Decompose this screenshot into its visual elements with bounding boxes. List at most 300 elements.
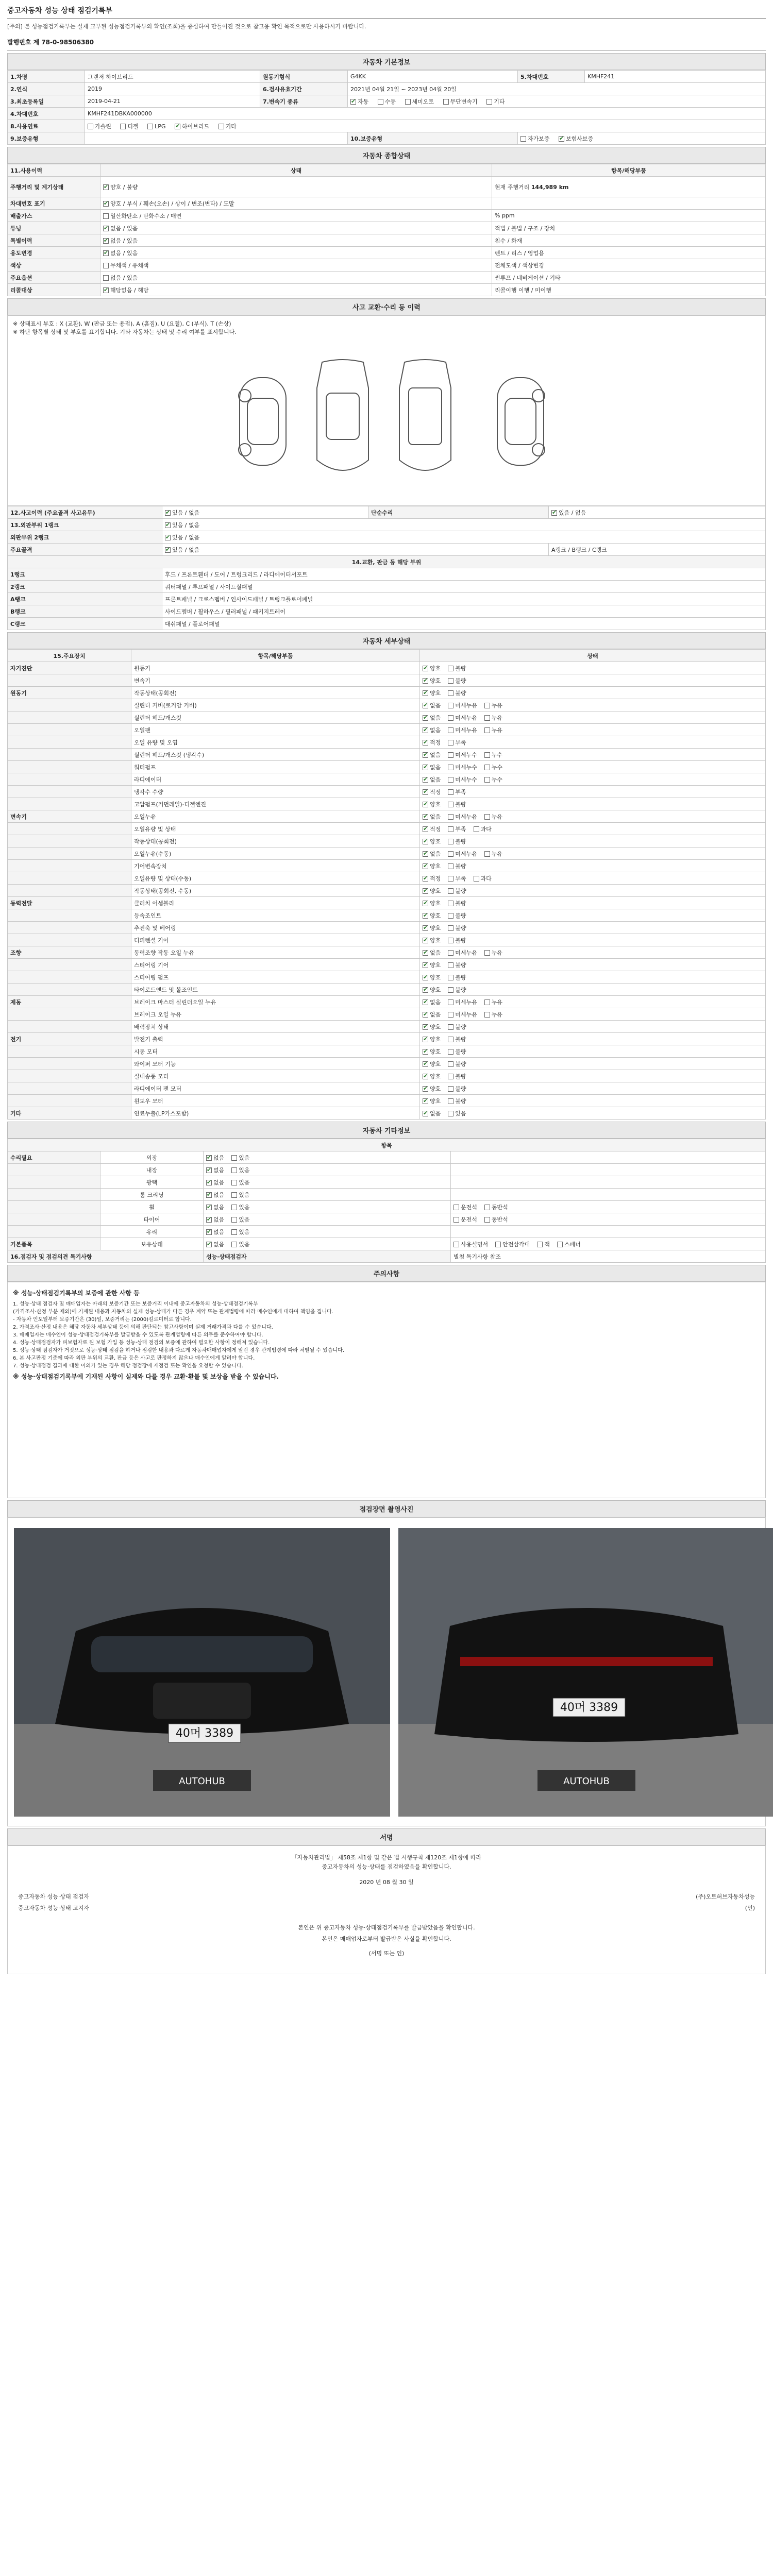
caution-title: ※ 성능·상태점검기록부의 보증에 관한 사항 등 <box>13 1290 140 1297</box>
checkbox-icon[interactable] <box>231 1217 237 1223</box>
checkbox-checked-icon[interactable] <box>423 1086 428 1092</box>
checkbox-checked-icon[interactable] <box>423 740 428 745</box>
detail-group <box>8 848 131 860</box>
detail-row <box>8 711 766 724</box>
checkbox-checked-icon[interactable] <box>423 789 428 795</box>
detail-item: 타이로드엔드 및 볼조인트 <box>131 984 420 996</box>
detail-row <box>8 946 766 959</box>
overall-key: 차대번호 표기 <box>8 197 100 210</box>
rank-parts: 대쉬패널 / 플로어패널 <box>162 618 766 630</box>
checkbox-checked-icon[interactable] <box>423 839 428 844</box>
section-overall: 자동차 종합상태 <box>7 147 766 164</box>
checkbox-checked-icon[interactable] <box>423 999 428 1005</box>
sign-line: 중고자동차의 성능·상태를 점검하였음을 확인합니다. <box>322 1863 451 1870</box>
checkbox-icon[interactable] <box>231 1229 237 1235</box>
overall-extra: 렌트 / 리스 / 영업용 <box>492 247 766 259</box>
option-label: 양호 <box>430 1023 441 1030</box>
option-label: 없음 <box>430 714 441 721</box>
checkbox-icon[interactable] <box>448 851 453 857</box>
checkbox-checked-icon[interactable] <box>551 510 557 516</box>
detail-state <box>420 946 766 959</box>
checkbox-icon[interactable] <box>484 715 490 721</box>
checkbox-icon[interactable] <box>231 1242 237 1247</box>
checkbox-icon[interactable] <box>448 925 453 931</box>
option-label: 양호 <box>430 1060 441 1067</box>
checkbox-icon[interactable] <box>448 839 453 844</box>
option-label: 세미오토 <box>412 98 434 105</box>
checkbox-icon[interactable] <box>448 1037 453 1042</box>
option-label: 누유 <box>491 813 503 820</box>
checkbox-checked-icon[interactable] <box>103 287 109 293</box>
checkbox-icon[interactable] <box>484 777 490 783</box>
detail-item: 변속기 <box>131 674 420 687</box>
other-item: 휠 <box>100 1201 204 1213</box>
legend-line: ※ 하단 항목별 상태 및 부호를 표기합니다. 기타 자동차는 상태 및 수리 여부를 표시합니다. <box>13 329 237 335</box>
option-label: 누유 <box>491 726 503 734</box>
option-label: 불량 <box>455 887 466 894</box>
checkbox-checked-icon[interactable] <box>423 962 428 968</box>
checkbox-checked-icon[interactable] <box>423 727 428 733</box>
checkbox-checked-icon[interactable] <box>423 950 428 956</box>
other-extra <box>451 1201 766 1213</box>
extra-label: % <box>495 212 500 219</box>
checkbox-checked-icon[interactable] <box>423 1074 428 1079</box>
checkbox-icon[interactable] <box>448 802 453 807</box>
checkbox-checked-icon[interactable] <box>423 703 428 708</box>
checkbox-icon[interactable] <box>448 962 453 968</box>
detail-row <box>8 736 766 749</box>
detail-state <box>420 699 766 711</box>
rank-key: B랭크 <box>8 605 162 618</box>
checkbox-icon[interactable] <box>484 703 490 708</box>
checkbox-icon[interactable] <box>443 99 449 105</box>
checkbox-icon[interactable] <box>448 913 453 919</box>
checkbox-icon[interactable] <box>103 275 109 281</box>
option-label: 불량 <box>455 974 466 981</box>
other-group <box>8 1164 100 1176</box>
option-label: 있음 <box>239 1154 250 1161</box>
checkbox-icon[interactable] <box>378 99 383 105</box>
checkbox-icon[interactable] <box>474 876 479 882</box>
detail-group <box>8 959 131 971</box>
checkbox-checked-icon[interactable] <box>423 987 428 993</box>
diagram-legend <box>13 320 237 336</box>
checkbox-icon[interactable] <box>120 124 126 129</box>
checkbox-icon[interactable] <box>448 950 453 956</box>
checkbox-checked-icon[interactable] <box>559 136 564 142</box>
detail-state <box>420 662 766 674</box>
rank-key: 1랭크 <box>8 568 162 581</box>
checkbox-icon[interactable] <box>448 765 453 770</box>
checkbox-icon[interactable] <box>474 826 479 832</box>
option-label: 양호 <box>430 986 441 993</box>
document-number <box>7 33 766 51</box>
damage-state <box>162 544 549 556</box>
option-label: 디젤 <box>127 123 139 130</box>
option-label: 미세누수 <box>455 764 477 771</box>
option-label: 불량 <box>455 1023 466 1030</box>
overall-extra: 썬루프 / 네비게이션 / 기타 <box>492 272 766 284</box>
option-label: 양호 <box>430 1085 441 1092</box>
option-label: 불량 <box>455 862 466 870</box>
checkbox-checked-icon[interactable] <box>423 1061 428 1067</box>
checkbox-checked-icon[interactable] <box>350 99 356 105</box>
detail-group <box>8 922 131 934</box>
checkbox-icon[interactable] <box>448 987 453 993</box>
checkbox-checked-icon[interactable] <box>423 863 428 869</box>
checkbox-checked-icon[interactable] <box>206 1217 212 1223</box>
checkbox-checked-icon[interactable] <box>423 1049 428 1055</box>
checkbox-icon[interactable] <box>448 888 453 894</box>
detail-state <box>420 773 766 786</box>
basic-key: 3.최초등록일 <box>8 95 85 108</box>
detail-group <box>8 1095 131 1107</box>
option-label: 미세누유 <box>455 949 477 956</box>
detail-state <box>420 1107 766 1120</box>
basic-key: 7.변속기 종류 <box>260 95 348 108</box>
section-photo: 점검장면 촬영사진 <box>7 1500 766 1517</box>
option-label: 부족 <box>455 739 466 746</box>
other-item: 보유상태 <box>100 1238 204 1250</box>
option-label: 없음 <box>213 1191 225 1198</box>
option-label: 하이브리드 <box>181 123 210 130</box>
option-label: 미세누유 <box>455 850 477 857</box>
detail-group: 변속기 <box>8 810 131 823</box>
checkbox-icon[interactable] <box>448 1086 453 1092</box>
checkbox-checked-icon[interactable] <box>423 752 428 758</box>
checkbox-checked-icon[interactable] <box>423 901 428 906</box>
checkbox-icon[interactable] <box>103 213 109 219</box>
other-extra <box>451 1189 766 1201</box>
state-text: 없음 / 있음 <box>110 249 138 257</box>
section-damage: 사고 교환·수리 등 이력 <box>7 298 766 315</box>
inspector-title: 중고자동차 성능·상태 점검자 <box>18 1893 90 1900</box>
checkbox-icon[interactable] <box>453 1205 459 1210</box>
detail-item: 실린더 커버(로커암 커버) <box>131 699 420 711</box>
checkbox-icon[interactable] <box>448 777 453 783</box>
checkbox-icon[interactable] <box>484 765 490 770</box>
detail-state <box>420 1095 766 1107</box>
checkbox-checked-icon[interactable] <box>165 522 171 528</box>
checkbox-icon[interactable] <box>484 814 490 820</box>
option-label: 없음 <box>430 764 441 771</box>
checkbox-checked-icon[interactable] <box>423 851 428 857</box>
checkbox-icon[interactable] <box>486 99 492 105</box>
checkbox-icon[interactable] <box>231 1180 237 1185</box>
checkbox-checked-icon[interactable] <box>206 1192 212 1198</box>
checkbox-icon[interactable] <box>484 999 490 1005</box>
option-label: 동반석 <box>491 1204 508 1211</box>
detail-state <box>420 1021 766 1033</box>
checkbox-checked-icon[interactable] <box>165 547 171 553</box>
checkbox-icon[interactable] <box>231 1205 237 1210</box>
option-label: 없음 <box>430 776 441 783</box>
checkbox-icon[interactable] <box>495 1242 501 1247</box>
checkbox-checked-icon[interactable] <box>175 124 180 129</box>
detail-state <box>420 798 766 810</box>
detail-row <box>8 810 766 823</box>
checkbox-icon[interactable] <box>453 1217 459 1223</box>
checkbox-checked-icon[interactable] <box>206 1229 212 1235</box>
dealer-title: 중고자동차 성능·상태 고지자 <box>18 1905 90 1911</box>
checkbox-icon[interactable] <box>448 1012 453 1018</box>
detail-row <box>8 1045 766 1058</box>
option-label: 불량 <box>455 677 466 684</box>
extra-label: 현재 주행거리 <box>495 183 530 191</box>
checkbox-checked-icon[interactable] <box>423 975 428 980</box>
checkbox-checked-icon[interactable] <box>423 690 428 696</box>
checkbox-icon[interactable] <box>484 1012 490 1018</box>
checkbox-checked-icon[interactable] <box>103 201 109 207</box>
other-state <box>204 1238 451 1250</box>
detail-item: 스티어링 기어 <box>131 959 420 971</box>
damage-state <box>162 506 368 519</box>
checkbox-checked-icon[interactable] <box>423 765 428 770</box>
checkbox-checked-icon[interactable] <box>423 1024 428 1030</box>
checkbox-icon[interactable] <box>484 851 490 857</box>
detail-item: 작동상태(공회전) <box>131 835 420 848</box>
checkbox-icon[interactable] <box>484 1217 490 1223</box>
option-label: 미세누유 <box>455 702 477 709</box>
overall-header: 11.사용이력 <box>8 164 100 177</box>
checkbox-icon[interactable] <box>537 1242 543 1247</box>
checkbox-checked-icon[interactable] <box>103 250 109 256</box>
detail-group <box>8 1045 131 1058</box>
detail-row <box>8 860 766 872</box>
overall-extra: 적법 / 불법 / 구조 / 장치 <box>492 222 766 234</box>
checkbox-checked-icon[interactable] <box>423 1098 428 1104</box>
damage-state <box>549 506 766 519</box>
checkbox-icon[interactable] <box>231 1192 237 1198</box>
option-label: 불량 <box>455 1085 466 1092</box>
option-label: 불량 <box>455 1048 466 1055</box>
detail-state <box>420 761 766 773</box>
overall-key: 색상 <box>8 259 100 272</box>
overall-table <box>7 164 766 296</box>
detail-row <box>8 1058 766 1070</box>
detail-item: 원동기 <box>131 662 420 674</box>
detail-item: 발전기 출력 <box>131 1033 420 1045</box>
option-label: 사용설명서 <box>461 1241 489 1248</box>
option-label: 과다 <box>480 825 492 833</box>
checkbox-checked-icon[interactable] <box>423 715 428 721</box>
caution-line: 5. 성능·상태 점검자가 거짓으로 성능·상태 점검을 하거나 점검한 내용과 다르게 자동차매매업자에게 알린 경우 관계법령에 따라 처벌될 수 있습니다. <box>13 1348 345 1353</box>
checkbox-checked-icon[interactable] <box>165 535 171 540</box>
checkbox-icon[interactable] <box>448 727 453 733</box>
detail-state <box>420 984 766 996</box>
checkbox-icon[interactable] <box>448 901 453 906</box>
option-label: 양호 <box>430 689 441 697</box>
detail-row <box>8 773 766 786</box>
detail-group <box>8 1070 131 1082</box>
other-header: 항목 <box>8 1139 766 1151</box>
checkbox-icon[interactable] <box>484 950 490 956</box>
checkbox-checked-icon[interactable] <box>423 938 428 943</box>
checkbox-icon[interactable] <box>448 938 453 943</box>
checkbox-checked-icon[interactable] <box>423 777 428 783</box>
checkbox-checked-icon[interactable] <box>103 226 109 231</box>
detail-row <box>8 971 766 984</box>
mileage-value: 144,989 km <box>531 183 569 191</box>
detail-row <box>8 1070 766 1082</box>
checkbox-icon[interactable] <box>103 263 109 268</box>
option-label: 불량 <box>455 1036 466 1043</box>
detail-row <box>8 761 766 773</box>
checkbox-checked-icon[interactable] <box>423 814 428 820</box>
section-other: 자동차 기타정보 <box>7 1122 766 1139</box>
option-label: 없음 <box>430 702 441 709</box>
dealer-seal: (인) <box>745 1905 755 1911</box>
other-item: 내장 <box>100 1164 204 1176</box>
other-row <box>8 1238 766 1250</box>
checkbox-icon[interactable] <box>557 1242 563 1247</box>
other-extra <box>451 1164 766 1176</box>
checkbox-checked-icon[interactable] <box>423 1111 428 1116</box>
extra-label: 리콜이행 <box>495 286 517 294</box>
receiver-sign: (서명 또는 인) <box>368 1950 405 1957</box>
checkbox-icon[interactable] <box>520 136 526 142</box>
option-label: 있음 <box>455 1110 466 1117</box>
checkbox-icon[interactable] <box>484 1205 490 1210</box>
checkbox-icon[interactable] <box>484 752 490 758</box>
detail-group <box>8 724 131 736</box>
checkbox-checked-icon[interactable] <box>423 925 428 931</box>
checkbox-checked-icon[interactable] <box>103 238 109 244</box>
checkbox-icon[interactable] <box>448 752 453 758</box>
checkbox-checked-icon[interactable] <box>165 510 171 516</box>
detail-row <box>8 1021 766 1033</box>
overall-state <box>100 197 492 210</box>
option-label: 없음 <box>430 998 441 1006</box>
checkbox-icon[interactable] <box>448 690 453 696</box>
inspector-name: (주)오토허브자동차성능 <box>696 1893 755 1900</box>
overall-state <box>100 222 492 234</box>
detail-header: 항목/해당부품 <box>131 650 420 662</box>
checkbox-checked-icon[interactable] <box>423 876 428 882</box>
checkbox-checked-icon[interactable] <box>206 1205 212 1210</box>
checkbox-checked-icon[interactable] <box>206 1167 212 1173</box>
checkbox-checked-icon[interactable] <box>206 1180 212 1185</box>
checkbox-icon[interactable] <box>448 1061 453 1067</box>
overall-state <box>100 234 492 247</box>
checkbox-checked-icon[interactable] <box>423 802 428 807</box>
detail-item: 브레이크 마스터 실린더오일 누유 <box>131 996 420 1008</box>
other-extra <box>451 1226 766 1238</box>
checkbox-icon[interactable] <box>219 124 224 129</box>
checkbox-icon[interactable] <box>448 975 453 980</box>
sign-line: 「자동차관리법」 제58조 제1항 및 같은 법 시행규칙 제120조 제1항에 따라 <box>291 1854 482 1861</box>
detail-state <box>420 1082 766 1095</box>
detail-item: 스티어링 펌프 <box>131 971 420 984</box>
checkbox-checked-icon[interactable] <box>423 678 428 684</box>
checkbox-icon[interactable] <box>448 999 453 1005</box>
checkbox-icon[interactable] <box>484 727 490 733</box>
rank-parts: 후드 / 프론트휀더 / 도어 / 트렁크리드 / 라디에이터서포트 <box>162 568 766 581</box>
option-label: 기타 <box>225 123 237 130</box>
detail-item: 작동상태(공회전) <box>131 687 420 699</box>
section-sign: 서명 <box>7 1828 766 1845</box>
other-row <box>8 1164 766 1176</box>
checkbox-icon[interactable] <box>448 789 453 795</box>
detail-group <box>8 749 131 761</box>
detail-item: 워터펌프 <box>131 761 420 773</box>
detail-group <box>8 1021 131 1033</box>
detail-item: 실린더 헤드/개스킷 <box>131 711 420 724</box>
option-label: 없음 <box>430 813 441 820</box>
other-group: 수리필요 <box>8 1151 100 1164</box>
checkbox-icon[interactable] <box>231 1167 237 1173</box>
detail-rows <box>8 662 766 1120</box>
checkbox-checked-icon[interactable] <box>423 913 428 919</box>
option-label: 잭 <box>544 1241 550 1248</box>
checkbox-icon[interactable] <box>448 1049 453 1055</box>
caution-notes <box>7 1282 766 1498</box>
checkbox-icon[interactable] <box>448 1098 453 1104</box>
checkbox-icon[interactable] <box>405 99 411 105</box>
detail-state <box>420 1045 766 1058</box>
checkbox-icon[interactable] <box>448 1074 453 1079</box>
checkbox-icon[interactable] <box>448 1024 453 1030</box>
checkbox-icon[interactable] <box>448 826 453 832</box>
checkbox-icon[interactable] <box>448 863 453 869</box>
detail-group <box>8 1082 131 1095</box>
checkbox-checked-icon[interactable] <box>423 1012 428 1018</box>
detail-state <box>420 959 766 971</box>
checkbox-checked-icon[interactable] <box>423 1037 428 1042</box>
checkbox-checked-icon[interactable] <box>423 888 428 894</box>
detail-item: 오일누유(수동) <box>131 848 420 860</box>
checkbox-checked-icon[interactable] <box>423 666 428 671</box>
detail-group <box>8 823 131 835</box>
option-label: 누유 <box>491 1011 503 1018</box>
checkbox-checked-icon[interactable] <box>423 826 428 832</box>
checkbox-checked-icon[interactable] <box>206 1155 212 1161</box>
detail-item: 실린더 헤드/개스킷 (냉각수) <box>131 749 420 761</box>
option-label: 기타 <box>494 98 505 105</box>
state-text: 무채색 / 유채색 <box>110 262 149 269</box>
checkbox-icon[interactable] <box>448 1111 453 1116</box>
checkbox-icon[interactable] <box>231 1155 237 1161</box>
checkbox-icon[interactable] <box>448 814 453 820</box>
detail-row <box>8 848 766 860</box>
detail-row <box>8 786 766 798</box>
other-item: 룸 크리닝 <box>100 1189 204 1201</box>
checkbox-icon[interactable] <box>448 678 453 684</box>
signature-block <box>7 1845 766 1974</box>
option-label: 없음 <box>213 1166 225 1174</box>
damage-extra: A랭크 / B랭크 / C랭크 <box>549 544 766 556</box>
checkbox-icon[interactable] <box>448 715 453 721</box>
checkbox-icon[interactable] <box>448 740 453 745</box>
option-label: 누유 <box>491 702 503 709</box>
option-label: 불량 <box>455 1060 466 1067</box>
checkbox-icon[interactable] <box>453 1242 459 1247</box>
checkbox-icon[interactable] <box>448 703 453 708</box>
overall-key: 용도변경 <box>8 247 100 259</box>
option-label: 미세누유 <box>455 1011 477 1018</box>
checkbox-icon[interactable] <box>147 124 153 129</box>
detail-state <box>420 687 766 699</box>
overall-key: 배출가스 <box>8 210 100 222</box>
checkbox-checked-icon[interactable] <box>206 1242 212 1247</box>
option-label: 있음 <box>239 1179 250 1186</box>
state-text: 없음 / 있음 <box>110 237 138 244</box>
checkbox-checked-icon[interactable] <box>103 184 109 190</box>
checkbox-icon[interactable] <box>448 666 453 671</box>
basic-value: 그랜저 하이브리드 <box>85 71 260 83</box>
checkbox-icon[interactable] <box>88 124 93 129</box>
checkbox-icon[interactable] <box>448 876 453 882</box>
